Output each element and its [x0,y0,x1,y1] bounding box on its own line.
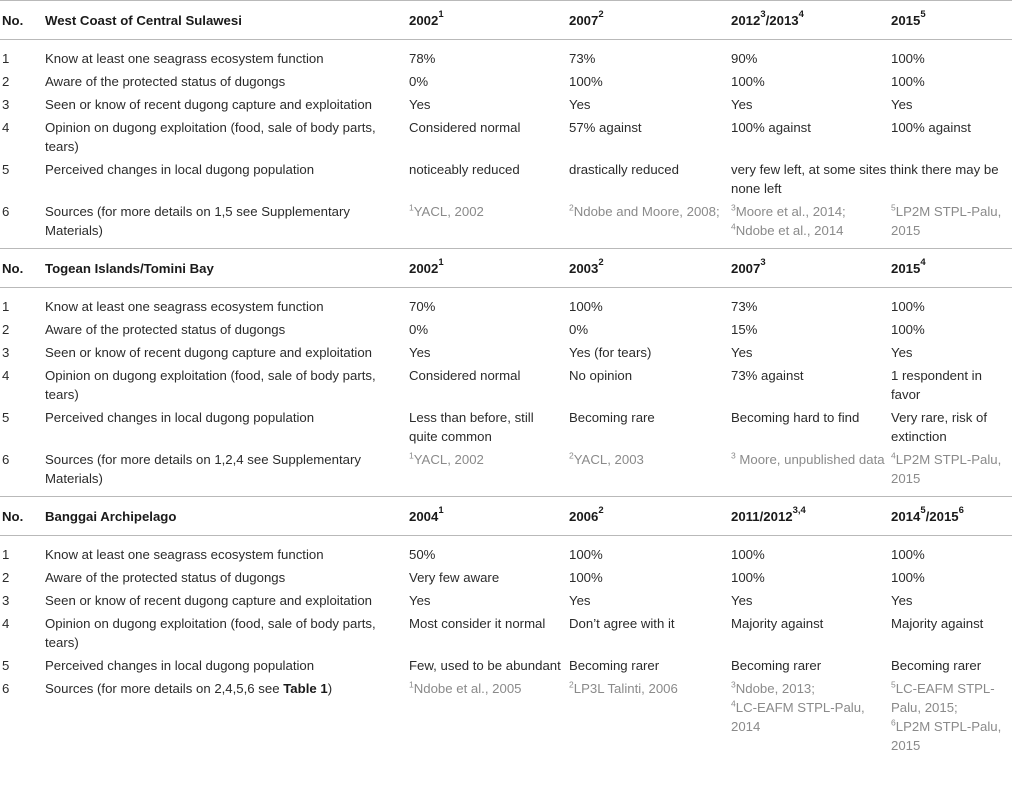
section-title: West Coast of Central Sulawesi [45,1,409,40]
year-header: 2006$^2$ [569,497,731,536]
year-header: 2011/2012$^{3,4}$ [731,497,891,536]
table-cell: Becoming rarer [891,658,982,673]
table-cell: Yes [569,97,591,112]
year-header: 2014$^5$/2015$^6$ [891,497,1012,536]
source-cell: $^3$ Moore, unpublished data [731,450,885,467]
table-cell: 100% [569,299,603,314]
table-cell: 100% [569,74,603,89]
row-number: 1 [2,547,10,562]
table-cell: Yes [731,345,753,360]
row-number: 5 [2,658,10,673]
table-row [0,404,1012,446]
row-number: 1 [2,299,10,314]
section-togean-islands [0,249,1012,497]
row-description: Aware of the protected status of dugongs [45,74,286,89]
table-reference: Table 1 [283,681,328,696]
table-row [0,536,1012,565]
table-cell: Don’t agree with it [569,616,675,631]
table-cell: 100% [731,570,765,585]
table-cell: 90% [731,51,758,66]
source-cell: $^4$LP2M STPL-Palu, 2015 [891,450,1002,486]
source-cell: $^2$YACL, 2003 [569,450,644,467]
no-header: No. [0,249,45,288]
row-description: Sources (for more details on 2,4,5,6 see Table 1) [45,681,333,696]
section-header-row [0,497,1012,536]
row-description: Opinion on dugong exploitation (food, sale of body parts, tears) [45,616,376,650]
sources-row [0,446,1012,497]
row-description: Know at least one seagrass ecosystem function [45,51,324,66]
table-cell: 73% [569,51,596,66]
row-description: Perceived changes in local dugong population [45,410,315,425]
table-cell: Becoming rarer [569,658,660,673]
table-row [0,652,1012,675]
table-cell: 100% against [731,120,811,135]
source-cell: $^3$Moore et al., 2014; $^4$Ndobe et al., 2014 [731,202,846,238]
row-description: Opinion on dugong exploitation (food, sale of body parts, tears) [45,368,376,402]
table-row [0,564,1012,587]
table-cell: 73% [731,299,758,314]
table-row [0,316,1012,339]
row-number: 4 [2,616,10,631]
row-number: 6 [2,452,10,467]
table-cell: Very rare, risk of extinction [891,410,988,444]
table-cell: Majority against [731,616,824,631]
table-row [0,40,1012,69]
table-cell: No opinion [569,368,633,383]
table-cell: Yes [731,97,753,112]
table-cell: Majority against [891,616,984,631]
row-description: Aware of the protected status of dugongs [45,322,286,337]
source-cell: $^1$YACL, 2002 [409,450,484,467]
row-description: Know at least one seagrass ecosystem function [45,547,324,562]
table-cell: Yes (for tears) [569,345,652,360]
table-cell: Yes [409,593,431,608]
table-cell: Yes [731,593,753,608]
row-description: Sources (for more details on 1,5 see Supplementary Materials) [45,204,350,238]
row-number: 6 [2,204,10,219]
table-cell: 15% [731,322,758,337]
source-cell: $^3$Ndobe, 2013; $^4$LC-EAFM STPL-Palu, 2014 [731,679,865,734]
table-row [0,288,1012,317]
table-row [0,91,1012,114]
table-cell: 100% [891,51,925,66]
no-header: No. [0,1,45,40]
table-cell: 57% against [569,120,642,135]
table-cell: Very few aware [409,570,500,585]
table-cell: Yes [569,593,591,608]
row-description: Seen or know of recent dugong capture and exploitation [45,97,372,112]
table-row [0,68,1012,91]
section-west-coast [0,1,1012,249]
table-cell: 0% [409,74,429,89]
year-header: 2007$^3$ [731,249,891,288]
table-cell: Considered normal [409,120,521,135]
source-cell: $^1$Ndobe et al., 2005 [409,679,522,696]
source-cell: $^1$YACL, 2002 [409,202,484,219]
table-cell: 78% [409,51,436,66]
table-cell: 100% [731,74,765,89]
row-number: 3 [2,345,10,360]
table-cell: Yes [409,345,431,360]
section-banggai-archipelago [0,497,1012,756]
table-cell: 100% [569,570,603,585]
table-cell: Becoming rarer [731,658,822,673]
row-description: Aware of the protected status of dugongs [45,570,286,585]
table-cell: 73% against [731,368,804,383]
table-row [0,114,1012,156]
section-title: Togean Islands/Tomini Bay [45,249,409,288]
year-header: 2002$^1$ [409,249,569,288]
row-description: Perceived changes in local dugong population [45,162,315,177]
table-cell: 100% [891,299,925,314]
row-description: Sources (for more details on 1,2,4 see Supplementary Materials) [45,452,361,486]
table-cell: 100% [891,322,925,337]
table-cell: 50% [409,547,436,562]
row-number: 4 [2,120,10,135]
row-number: 2 [2,322,10,337]
table-cell: Yes [891,97,913,112]
row-number: 4 [2,368,10,383]
table-cell: 0% [409,322,429,337]
year-header: 2012$^3$/2013$^4$ [731,1,891,40]
table-cell: Yes [891,593,913,608]
table-cell: Becoming rare [569,410,655,425]
year-header: 2007$^2$ [569,1,731,40]
table-cell: Becoming hard to find [731,410,860,425]
row-number: 2 [2,570,10,585]
row-number: 5 [2,162,10,177]
source-cell: $^5$LC-EAFM STPL-Palu, 2015; $^6$LP2M STPL-Palu, 2015 [891,679,1002,753]
section-header-row [0,1,1012,40]
table-cell: Yes [409,97,431,112]
table-cell: Yes [891,345,913,360]
source-cell: $^2$Ndobe and Moore, 2008; [569,202,720,219]
section-title: Banggai Archipelago [45,497,409,536]
year-header: 2004$^1$ [409,497,569,536]
table-cell: 70% [409,299,436,314]
row-description: Opinion on dugong exploitation (food, sale of body parts, tears) [45,120,376,154]
row-number: 3 [2,593,10,608]
table-cell: noticeably reduced [409,162,520,177]
source-cell: $^2$LP3L Talinti, 2006 [569,679,678,696]
table-row [0,362,1012,404]
table-row [0,156,1012,198]
table-cell: Few, used to be abundant [409,658,561,673]
table-cell: 100% [569,547,603,562]
table-cell: Less than before, still quite common [409,410,534,444]
sources-row [0,675,1012,755]
table-cell: Most consider it normal [409,616,546,631]
row-number: 2 [2,74,10,89]
row-description: Know at least one seagrass ecosystem function [45,299,324,314]
row-number: 1 [2,51,10,66]
year-header: 2015$^4$ [891,249,1012,288]
year-header: 2003$^2$ [569,249,731,288]
row-description: Seen or know of recent dugong capture and exploitation [45,593,372,608]
row-description: Seen or know of recent dugong capture and exploitation [45,345,372,360]
section-header-row [0,249,1012,288]
table-cell: 100% [731,547,765,562]
table-cell: 100% against [891,120,971,135]
table-cell: 100% [891,74,925,89]
row-description: Perceived changes in local dugong population [45,658,315,673]
year-header: 2002$^1$ [409,1,569,40]
table-row [0,339,1012,362]
table-row [0,610,1012,652]
table-cell: 100% [891,547,925,562]
no-header: No. [0,497,45,536]
table-row [0,587,1012,610]
table-cell: drastically reduced [569,162,679,177]
table-cell: 1 respondent in favor [891,368,982,402]
table-cell: 100% [891,570,925,585]
row-number: 3 [2,97,10,112]
table-cell: 0% [569,322,589,337]
year-header: 2015$^5$ [891,1,1012,40]
row-number: 6 [2,681,10,696]
table-cell-merged: very few left, at some sites think there may be none left [731,162,999,196]
table-cell: Considered normal [409,368,521,383]
sources-row [0,198,1012,249]
row-number: 5 [2,410,10,425]
source-cell: $^5$LP2M STPL-Palu, 2015 [891,202,1002,238]
